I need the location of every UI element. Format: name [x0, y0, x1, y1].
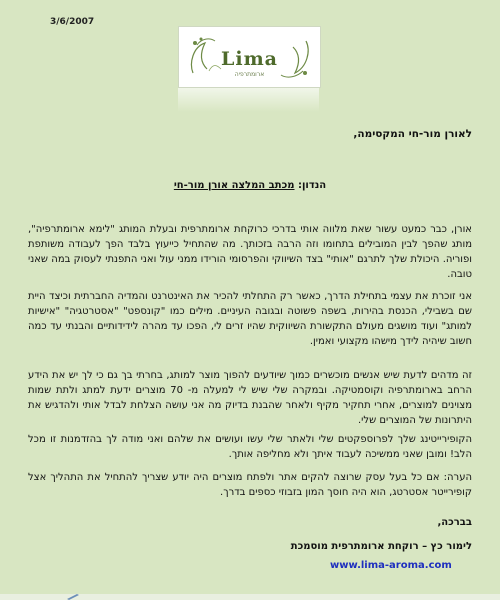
letter-subject: [0, 178, 500, 193]
paragraph: אורן, כבר כמעט עשור שאת מלווה אותי בדרכי כרוקחת ארומתרפית ובעלת המותג "לימא ארומתרפיה", מותג שהפך לבין המובילים בתחומו וזה הרבה בזכותך. מה שהתחיל כייעוץ בלבד הפך לעבודה משותפת ופוריה. היכולת שלך לתרגם "אותי" בצד השיווקי והפרסומי הורידו ממני עול ואני התפנתי לעסוק במה שאני טובה.: [28, 224, 472, 280]
website-link[interactable]: www.lima-aroma.com: [330, 560, 452, 571]
logo-name: Lima: [221, 48, 278, 70]
paragraph: הערה: אם כל בעל עסק שרוצה להקים אתר ולפתח מוצרים היה יודע שצריך להתחיל את התהליך אצל קופירייטר אסטרטג, הוא היה חוסך המון בזבוזי כספים בדרך.: [28, 472, 472, 498]
paragraph: אני זוכרת את עצמי בתחילת הדרך, כאשר רק התחלתי להכיר את האינטרנט והמדיה החברתית וכיצד היית שם בשבילי, הכנסת בהירות, בשפה פשוטה ובגובה העיניים. מילים כמו "קונספט" "אסטרטגיה" "אישיות למותג" ועוד מושגים מעולם התקשורת השיווקית שהיו זרים לי, הפכו עד מהרה לידידותיים והבנתי עד כמה חשוב שיהיה לידך מישהו מקצועי ואמין.: [28, 291, 472, 347]
letter-date: 3/6/2007: [50, 17, 95, 27]
paragraph: הקופירייטינג שלך לפרוספקטים שלי ולאתר שלי עשו ועושים את שלהם ואני מודה לך בהזדמנות זו מכל הלב! ומובן שאני ממשיכה לעבוד איתך ולא מחליפה אותך.: [28, 434, 472, 460]
logo-reflection: [178, 88, 319, 112]
logo-subtitle: ארומתרפיה: [234, 71, 265, 78]
paragraph: זה מדהים לדעת שיש אנשים מוכשרים כמוך שיודעים להפוך מוצר למותג, בחרתי בך גם כי לך יש את הידע הרחב בארומתרפיה וקוסמטיקה. ובמקרה שלי שיש לי למעלה מ- 70 מוצרים ידעת למתג ולתת שמות מצוינים למוצרים, אחרי תחקיר מקיף ולאחר שהבנת בדיוק מה אני עושה הצלחת לבדל אותי ולהדגיש את היתרונות של המוצרים שלי.: [28, 370, 472, 426]
letter-closing: בברכה,: [437, 517, 472, 528]
subject-text: מכתב המלצה אורן מור-חי: [173, 180, 295, 191]
subject-label: הנדון:: [297, 180, 327, 191]
pen-icon: [66, 593, 80, 600]
letter-greeting: לאורן מור-חי המקסימה,: [353, 128, 472, 140]
company-logo: [178, 26, 321, 88]
letter-signature: לימור כץ – רוקחת ארומתרפית מוסמכת: [290, 541, 472, 552]
